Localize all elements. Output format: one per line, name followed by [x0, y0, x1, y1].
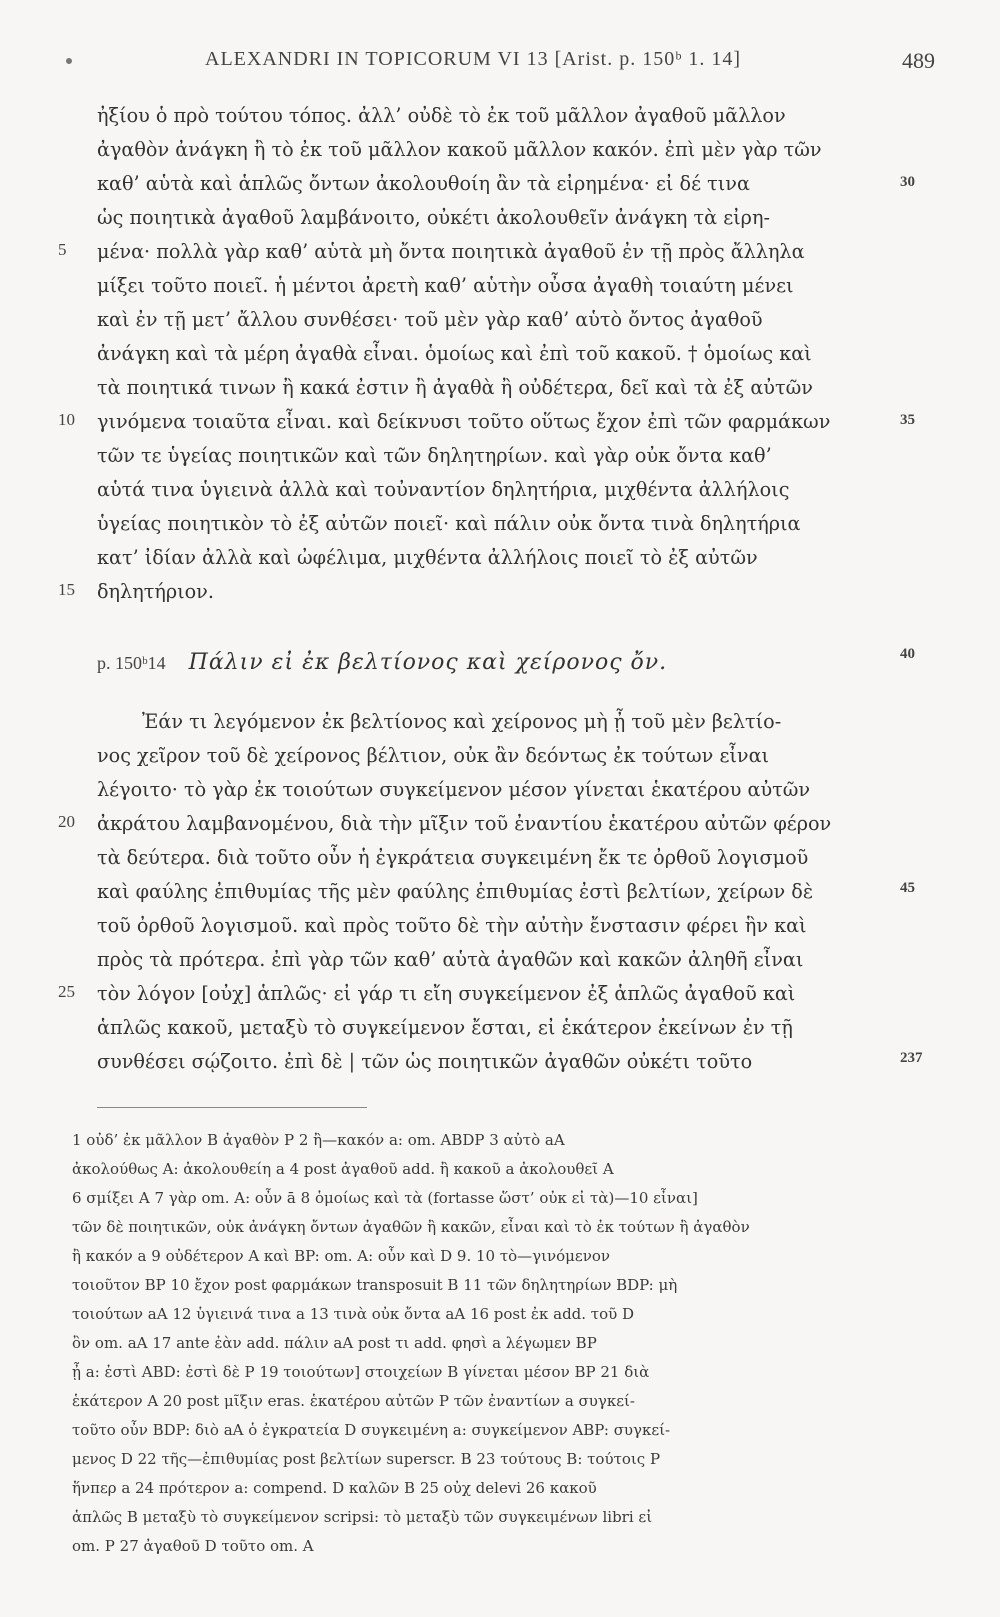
apparatus-line: τοιοῦτον BP 10 ἔχον post φαρμάκων transposuit B 11 τῶν δηλητηρίων BDP: μὴ [72, 1276, 678, 1294]
text-line: ἀγαθὸν ἀνάγκη ἢ τὸ ἐκ τοῦ μᾶλλον κακοῦ μᾶλλον κακόν. ἐπὶ μὲν γὰρ τῶν [97, 138, 822, 161]
line-number: 5 [58, 240, 67, 259]
text-line: αὑτά τινα ὑγιεινὰ ἀλλὰ καὶ τοὐναντίον δηλητήρια, μιχθέντα ἀλλήλοις [97, 478, 790, 501]
section-ref: p. 150ᵇ14 [97, 653, 166, 673]
apparatus-line: τοῦτο οὖν BDP: διὸ aA ὁ ἐγκρατεία D συγκειμένη a: συγκείμενον ABP: συγκεί- [72, 1421, 671, 1439]
apparatus-line: 1 οὐδ’ ἐκ μᾶλλον B ἀγαθὸν P 2 ἢ—κακόν a: om. ABDP 3 αὐτὸ aA [72, 1131, 565, 1149]
margin-number: 40 [900, 646, 915, 662]
apparatus-line: ἀκολούθως A: ἀκολουθείη a 4 post ἀγαθοῦ add. ἢ κακοῦ a ἀκολουθεῖ A [72, 1160, 614, 1178]
text-line: νος χεῖρον τοῦ δὲ χείρονος βέλτιον, οὐκ ἂν δεόντως ἐκ τούτων εἶναι [97, 744, 770, 767]
margin-number: 30 [900, 174, 915, 190]
line-number: 25 [58, 982, 75, 1001]
text-line: τοῦ ὀρθοῦ λογισμοῦ. καὶ πρὸς τοῦτο δὲ τὴν αὐτὴν ἔνστασιν φέρει ἣν καὶ [97, 914, 807, 937]
margin-number: 237 [900, 1050, 923, 1066]
section-title: Πάλιν εἰ ἐκ βελτίονος καὶ χείρονος ὄν. [188, 650, 668, 675]
text-line: ὑγείας ποιητικὸν τὸ ἐξ αὐτῶν ποιεῖ· καὶ πάλιν οὐκ ὄντα τινὰ δηλητήρια [97, 512, 801, 535]
line-number: 20 [58, 812, 75, 831]
footnote-rule [97, 1107, 367, 1108]
page-number: 489 [902, 48, 935, 73]
text-line: λέγοιτο· τὸ γὰρ ἐκ τοιούτων συγκείμενον μέσον γίνεται ἑκατέρου αὐτῶν [97, 778, 811, 801]
text-line: ὡς ποιητικὰ ἀγαθοῦ λαμβάνοιτο, οὐκέτι ἀκολουθεῖν ἀνάγκη τὰ εἰρη- [97, 206, 770, 229]
text-line: τὸν λόγον [οὐχ] ἁπλῶς· εἰ γάρ τι εἴη συγκείμενον ἐξ ἁπλῶς ἀγαθοῦ καὶ [97, 982, 796, 1005]
text-line: ἀκράτου λαμβανομένου, διὰ τὴν μῖξιν τοῦ ἐναντίου ἑκατέρου αὐτῶν φέρον [97, 812, 832, 835]
margin-number: 35 [900, 412, 915, 428]
apparatus-line: 6 σμίξει A 7 γὰρ om. A: οὖν ā 8 ὁμοίως καὶ τὰ (fortasse ὥστ’ οὐκ εἰ τὰ)—10 εἶναι] [72, 1189, 698, 1207]
text-line: ἁπλῶς κακοῦ, μεταξὺ τὸ συγκείμενον ἔσται, εἰ ἑκάτερον ἐκείνων ἐν τῇ [97, 1016, 793, 1039]
apparatus-line: μενος D 22 τῆς—ἐπιθυμίας post βελτίων superscr. B 23 τούτους B: τούτοις P [72, 1450, 661, 1468]
text-line: τὰ δεύτερα. διὰ τοῦτο οὖν ἡ ἐγκράτεια συγκειμένη ἔκ τε ὀρθοῦ λογισμοῦ [97, 846, 809, 869]
apparatus-line: om. P 27 ἀγαθοῦ D τοῦτο om. A [72, 1537, 314, 1555]
text-line: καθ’ αὑτὰ καὶ ἁπλῶς ὄντων ἀκολουθοίη ἂν τὰ εἰρημένα· εἰ δέ τινα [97, 172, 750, 195]
apparatus-line: ἑκάτερον A 20 post μῖξιν eras. ἑκατέρου αὐτῶν P τῶν ἐναντίων a συγκεί- [72, 1392, 635, 1410]
line-number: 10 [58, 410, 75, 429]
text-line: δηλητήριον. [97, 580, 214, 603]
text-line: ἀνάγκη καὶ τὰ μέρη ἀγαθὰ εἶναι. ὁμοίως καὶ ἐπὶ τοῦ κακοῦ. † ὁμοίως καὶ [97, 342, 812, 365]
apparatus-line: τοιούτων aA 12 ὑγιεινά τινα a 13 τινὰ οὐκ ὄντα aA 16 post ἐκ add. τοῦ D [72, 1305, 635, 1323]
text-line: μένα· πολλὰ γὰρ καθ’ αὑτὰ μὴ ὄντα ποιητικὰ ἀγαθοῦ ἐν τῇ πρὸς ἄλληλα [97, 240, 805, 263]
text-line: ἠξίου ὁ πρὸ τούτου τόπος. ἀλλ’ οὐδὲ τὸ ἐκ τοῦ μᾶλλον ἀγαθοῦ μᾶλλον [97, 104, 786, 127]
text-line: τῶν τε ὑγείας ποιητικῶν καὶ τῶν δηλητηρίων. καὶ γὰρ οὐκ ὄντα καθ’ [97, 444, 772, 467]
text-line: συνθέσει σῴζοιτο. ἐπὶ δὲ | τῶν ὡς ποιητικῶν ἀγαθῶν οὐκέτι τοῦτο [97, 1050, 753, 1073]
line-number: 15 [58, 580, 75, 599]
text-line: κατ’ ἰδίαν ἀλλὰ καὶ ὠφέλιμα, μιχθέντα ἀλλήλοις ποιεῖ τὸ ἐξ αὐτῶν [97, 546, 758, 569]
section-heading [97, 650, 917, 675]
page-mark [66, 58, 72, 64]
text-line: πρὸς τὰ πρότερα. ἐπὶ γὰρ τῶν καθ’ αὑτὰ ἀγαθῶν καὶ κακῶν ἀληθῆ εἶναι [97, 948, 804, 971]
text-line: μίξει τοῦτο ποιεῖ. ἡ μέντοι ἀρετὴ καθ’ αὑτὴν οὖσα ἀγαθὴ τοιαύτη μένει [97, 274, 794, 297]
running-title: ALEXANDRI IN TOPICORUM VI 13 [Arist. p. 150ᵇ 1. 14] [205, 48, 742, 70]
text-line: γινόμενα τοιαῦτα εἶναι. καὶ δείκνυσι τοῦτο οὕτως ἔχον ἐπὶ τῶν φαρμάκων [97, 410, 831, 433]
apparatus-line: ἁπλῶς B μεταξὺ τὸ συγκείμενον scripsi: τὸ μεταξὺ τῶν συγκειμένων libri εἰ [72, 1508, 653, 1526]
text-line: καὶ φαύλης ἐπιθυμίας τῆς μὲν φαύλης ἐπιθυμίας ἐστὶ βελτίων, χείρων δὲ [97, 880, 814, 903]
text-line: τὰ ποιητικά τινων ἢ κακά ἐστιν ἢ ἀγαθὰ ἢ οὐδέτερα, δεῖ καὶ τὰ ἐξ αὐτῶν [97, 376, 813, 399]
apparatus-line: ὂν om. aA 17 ante ἐὰν add. πάλιν aA post τι add. φησὶ a λέγωμεν BP [72, 1334, 597, 1352]
apparatus-line: τῶν δὲ ποιητικῶν, οὐκ ἀνάγκη ὄντων ἀγαθῶν ἢ κακῶν, εἶναι καὶ τὸ ἐκ τούτων ἢ ἀγαθὸν [72, 1218, 750, 1236]
apparatus-line: ἥνπερ a 24 πρότερον a: compend. D καλῶν B 25 οὐχ delevi 26 κακοῦ [72, 1479, 597, 1497]
text-line: καὶ ἐν τῇ μετ’ ἄλλου συνθέσει· τοῦ μὲν γὰρ καθ’ αὑτὸ ὄντος ἀγαθοῦ [97, 308, 763, 331]
apparatus-line: ἢ κακόν a 9 οὐδέτερον A καὶ BP: om. A: οὖν καὶ D 9. 10 τὸ—γινόμενον [72, 1247, 610, 1265]
margin-number: 45 [900, 880, 915, 896]
text-line: Ἐάν τι λεγόμενον ἐκ βελτίονος καὶ χείρονος μὴ ᾖ τοῦ μὲν βελτίο- [142, 710, 782, 733]
apparatus-line: ᾖ a: ἐστὶ ABD: ἐστὶ δὲ P 19 τοιούτων] στοιχείων B γίνεται μέσον BP 21 διὰ [72, 1363, 650, 1381]
